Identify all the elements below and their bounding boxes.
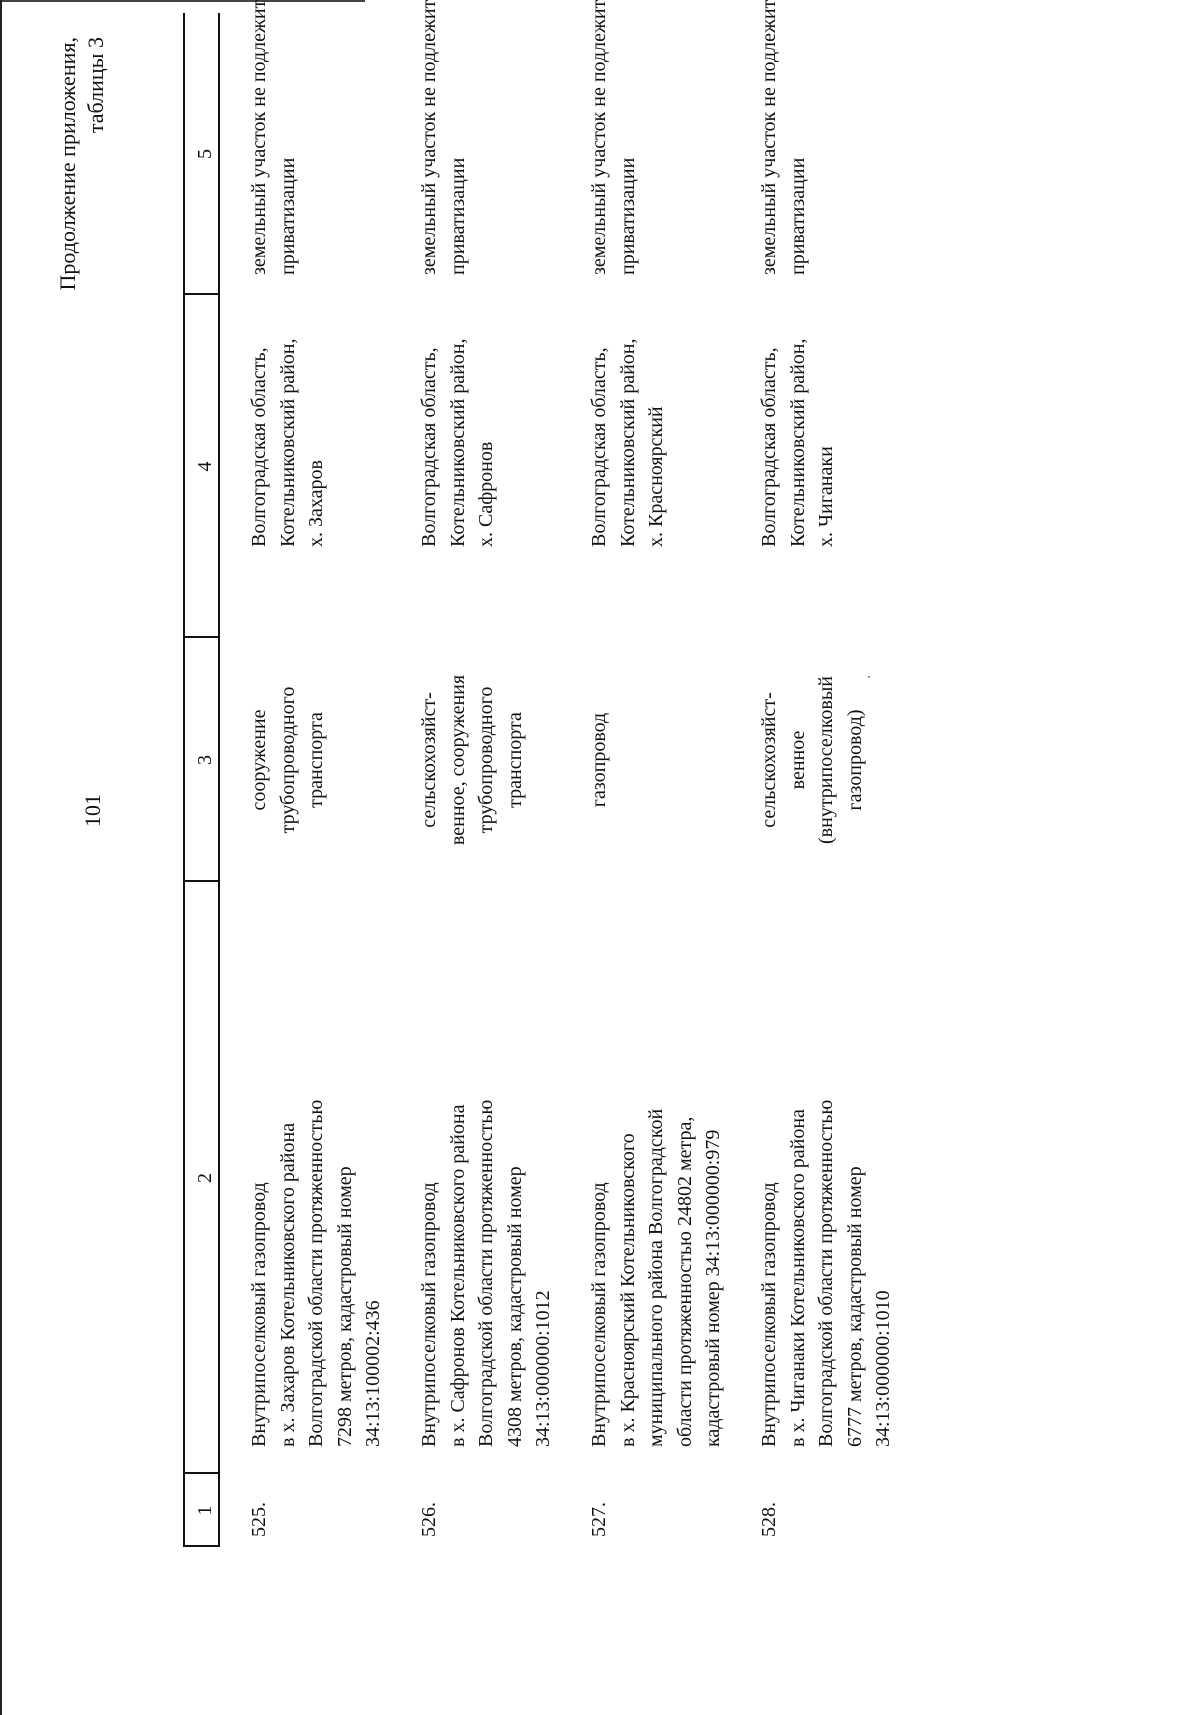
object-description: Внутрипоселковый газопровод в х. Чиганаки Котельниковского района Волгоградской области протяженностью 6777 метров, кадастровый номер 34:13:000000:1010 <box>758 1099 894 1447</box>
object-type: сельскохозяйст- венное, сооружения трубопроводного транспорта <box>418 674 526 846</box>
object-location: Волгоградская область, Котельниковский район, х. Красноярский <box>588 338 667 547</box>
object-type: сельскохозяйст- венное (внутрипоселковый газопровод) <box>758 676 866 844</box>
row-number: 528. <box>758 1502 780 1537</box>
row-number: 525. <box>248 1502 270 1537</box>
privatization-note: земельный участок не подлежит приватизации <box>248 0 299 275</box>
privatization-note: земельный участок не подлежит приватизации <box>588 0 639 275</box>
column-header-3: 3 <box>194 755 216 765</box>
object-location: Волгоградская область, Котельниковский район, х. Сафронов <box>418 338 497 547</box>
table-caption <box>54 37 110 377</box>
column-header-4: 4 <box>194 461 216 472</box>
row-number: 526. <box>418 1502 440 1537</box>
table-top-border <box>183 13 185 1547</box>
column-header-2: 2 <box>194 1173 216 1183</box>
header-bottom-border <box>218 13 220 1547</box>
privatization-note: земельный участок не подлежит приватизации <box>758 0 809 275</box>
column-header-1: 1 <box>194 1505 216 1516</box>
object-description: Внутрипоселковый газопровод в х. Захаров Котельниковского района Волгоградской области протяженностью 7298 метров, кадастровый номер 34:13:100002:436 <box>248 1099 384 1447</box>
column-header-5: 5 <box>194 149 216 159</box>
object-type: газопровод <box>588 712 610 808</box>
row-number: 527. <box>588 1502 610 1537</box>
page-number: 101 <box>80 794 105 827</box>
object-description: Внутрипоселковый газопровод в х. Красноярский Котельниковского муниципального района Волгоградской области протяженностью 24802 метра, кадастровый номер 34:13:000000:979 <box>588 1108 724 1447</box>
caption-line: Продолжение приложения, <box>55 37 80 291</box>
object-location: Волгоградская область, Котельниковский район, х. Чиганаки <box>758 338 837 547</box>
caption-line: таблицы 3 <box>83 37 108 134</box>
privatization-note: земельный участок не подлежит приватизации <box>418 0 469 275</box>
object-description: Внутрипоселковый газопровод в х. Сафронов Котельниковского района Волгоградской области протяженностью 4308 метров, кадастровый номер 34:13:000000:1012 <box>418 1099 554 1447</box>
object-location: Волгоградская область, Котельниковский район, х. Захаров <box>248 338 327 547</box>
object-type: сооружение трубопроводного транспорта <box>248 686 327 834</box>
